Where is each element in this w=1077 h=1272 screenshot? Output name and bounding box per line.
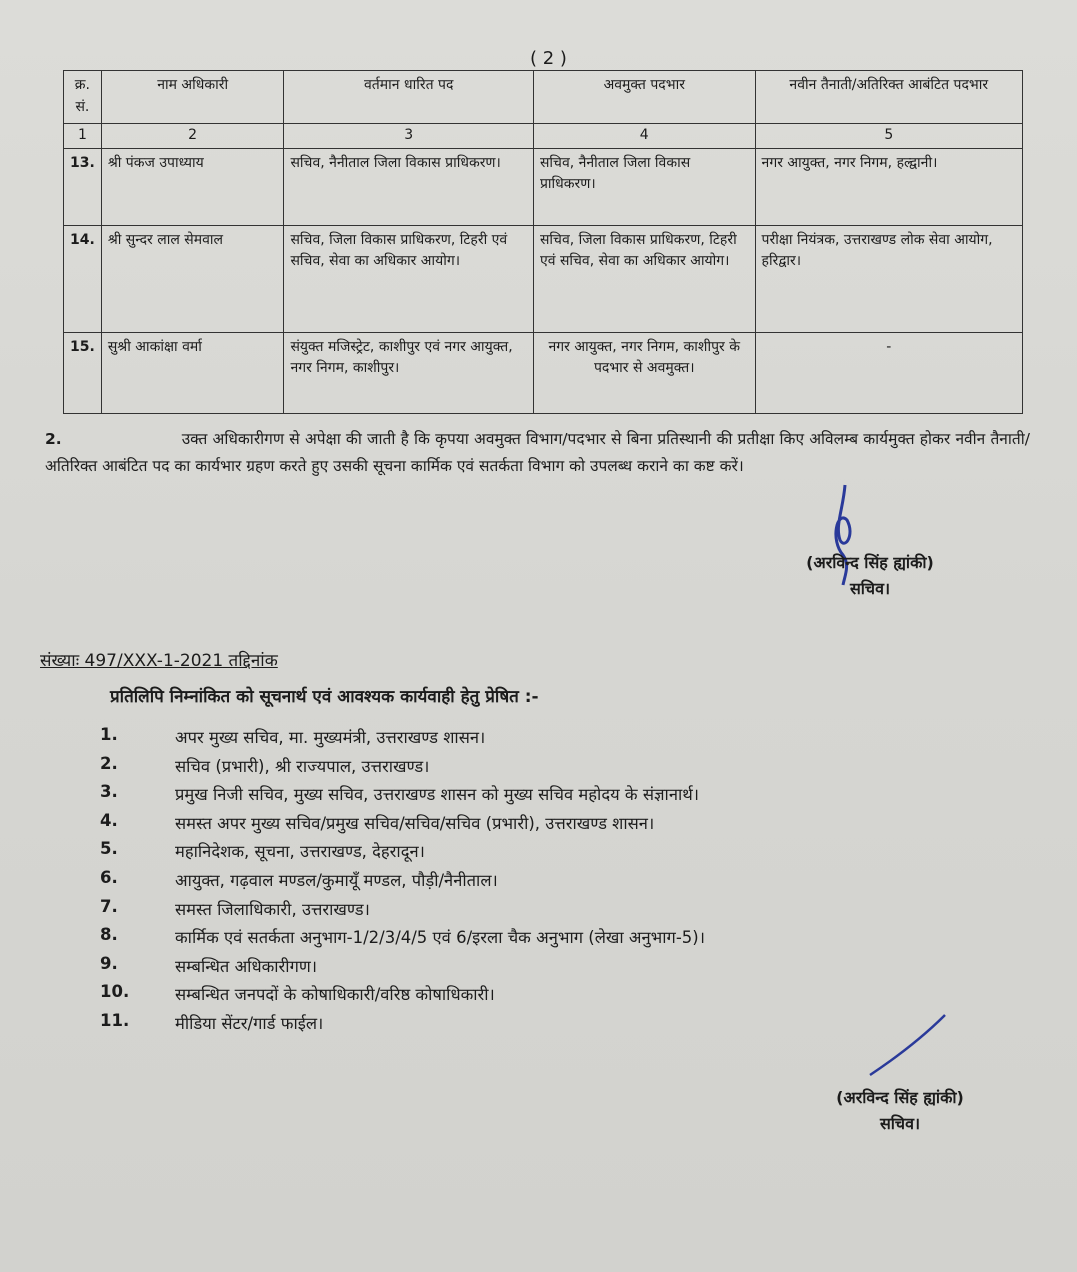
col-num: 1 <box>64 124 102 149</box>
col-num: 2 <box>101 124 284 149</box>
signatory-designation: सचिव। <box>849 578 891 598</box>
officer-name: श्री सुन्दर लाल सेमवाल <box>101 225 284 332</box>
list-item: 5. महानिदेशक, सूचना, उत्तराखण्ड, देहरादून। <box>100 839 425 862</box>
list-item: 10. सम्बन्धित जनपदों के कोषाधिकारी/वरिष्ठ कोषाधिकारी। <box>100 982 495 1005</box>
col-num: 3 <box>284 124 534 149</box>
new-post: - <box>755 332 1022 413</box>
list-item: 2. सचिव (प्रभारी), श्री राज्यपाल, उत्तराखण्ड। <box>100 753 430 776</box>
serial: 13. <box>64 148 102 225</box>
list-item: 4. समस्त अपर मुख्य सचिव/प्रमुख सचिव/सचिव/सचिव (प्रभारी), उत्तराखण्ड शासन। <box>100 810 655 833</box>
header-current-post: वर्तमान धारित पद <box>284 71 534 124</box>
relieved-post: सचिव, जिला विकास प्राधिकरण, टिहरी एवं सचिव, सेवा का अधिकार आयोग। <box>533 225 755 332</box>
list-item: 8. कार्मिक एवं सतर्कता अनुभाग-1/2/3/4/5 एवं 6/इरला चैक अनुभाग (लेखा अनुभाग-5)। <box>100 925 705 948</box>
copy-list <box>100 725 705 1040</box>
relieved-post: सचिव, नैनीताल जिला विकास प्राधिकरण। <box>533 148 755 225</box>
reference-number: संख्याः 497/XXX-1-2021 तद्दिनांक <box>40 651 278 671</box>
current-post: संयुक्त मजिस्ट्रेट, काशीपुर एवं नगर आयुक्त, नगर निगम, काशीपुर। <box>284 332 534 413</box>
table-row <box>64 225 1023 332</box>
list-item: 9. सम्बन्धित अधिकारीगण। <box>100 953 318 976</box>
serial: 15. <box>64 332 102 413</box>
signatory-designation: सचिव। <box>879 1113 921 1133</box>
header-new-post: नवीन तैनाती/अतिरिक्त आबंटित पदभार <box>755 71 1022 124</box>
copy-heading: प्रतिलिपि निम्नांकित को सूचनार्थ एवं आवश्यक कार्यवाही हेतु प्रेषित :- <box>110 687 539 707</box>
col-num: 4 <box>533 124 755 149</box>
signatory-name: (अरविन्द सिंह ह्यांकी) <box>836 1088 964 1107</box>
table-row <box>64 148 1023 225</box>
signature-mark-2 <box>860 1010 950 1080</box>
current-post: सचिव, जिला विकास प्राधिकरण, टिहरी एवं सचिव, सेवा का अधिकार आयोग। <box>284 225 534 332</box>
header-serial: क्र. सं. <box>64 71 102 124</box>
header-name: नाम अधिकारी <box>101 71 284 124</box>
list-item: 11. मीडिया सेंटर/गार्ड फाईल। <box>100 1010 324 1033</box>
serial: 14. <box>64 225 102 332</box>
signatory-name: (अरविन्द सिंह ह्यांकी) <box>806 553 934 572</box>
list-item: 7. समस्त जिलाधिकारी, उत्तराखण्ड। <box>100 896 370 919</box>
transfer-table <box>63 70 1023 414</box>
relieved-post: नगर आयुक्त, नगर निगम, काशीपुर के पदभार से अवमुक्त। <box>533 332 755 413</box>
header-relieved-post: अवमुक्त पदभार <box>533 71 755 124</box>
new-post: परीक्षा नियंत्रक, उत्तराखण्ड लोक सेवा आयोग, हरिद्वार। <box>755 225 1022 332</box>
column-number-row <box>64 124 1023 149</box>
list-item: 3. प्रमुख निजी सचिव, मुख्य सचिव, उत्तराखण्ड शासन को मुख्य सचिव महोदय के संज्ञानार्थ। <box>100 782 700 805</box>
current-post: सचिव, नैनीताल जिला विकास प्राधिकरण। <box>284 148 534 225</box>
paragraph-text: उक्त अधिकारीगण से अपेक्षा की जाती है कि कृपया अवमुक्त विभाग/पदभार से बिना प्रतिस्थानी की प्रतीक्षा किए अविलम्ब कार्यमुक्त होकर नवीन तैनाती/अतिरिक्त आबंटित पद का कार्यभार ग्रहण करते हुए उसकी सूचना कार्मिक एवं सतर्कता विभाग को उपलब्ध कराने का कष्ट करें। <box>45 430 1030 476</box>
officer-name: सुश्री आकांक्षा वर्मा <box>101 332 284 413</box>
paragraph-number: 2. <box>45 430 62 448</box>
table-row <box>64 332 1023 413</box>
new-post: नगर आयुक्त, नगर निगम, हल्द्वानी। <box>755 148 1022 225</box>
col-num: 5 <box>755 124 1022 149</box>
list-item: 6. आयुक्त, गढ़वाल मण्डल/कुमायूँ मण्डल, पौड़ी/नैनीताल। <box>100 867 498 890</box>
signature-block-2 <box>795 1085 1005 1136</box>
page-number: ( 2 ) <box>530 48 567 69</box>
table-header-row <box>64 71 1023 124</box>
list-item: 1. अपर मुख्य सचिव, मा. मुख्यमंत्री, उत्तराखण्ड शासन। <box>100 725 486 747</box>
signature-block-1 <box>775 550 965 601</box>
instruction-paragraph <box>45 426 1030 480</box>
officer-name: श्री पंकज उपाध्याय <box>101 148 284 225</box>
